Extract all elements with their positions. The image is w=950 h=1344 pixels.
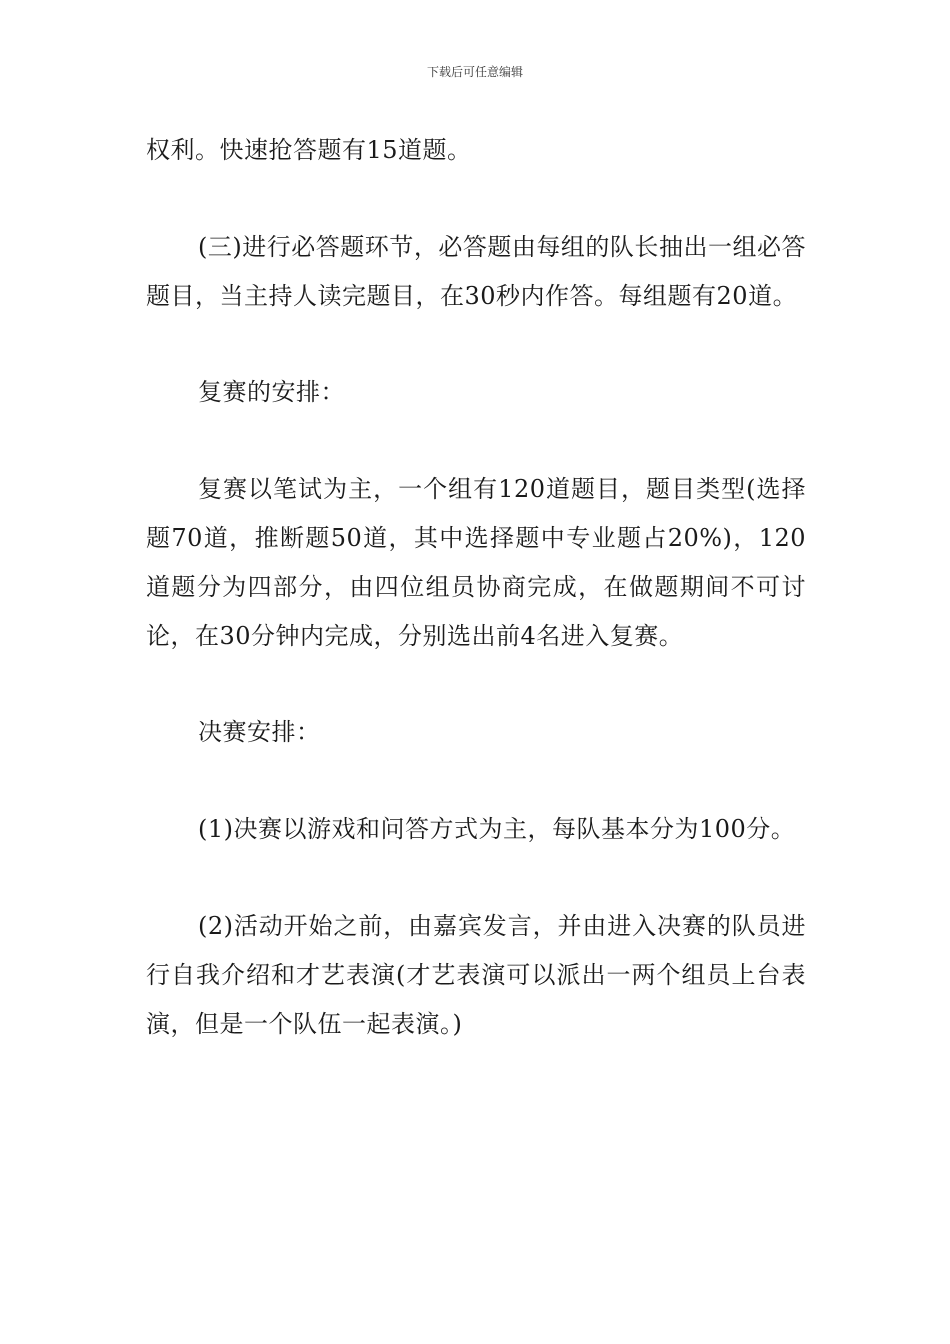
paragraph-required-questions: (三)进行必答题环节，必答题由每组的队长抽出一组必答题目，当主持人读完题目，在30秒内作答。每组题有20道。 bbox=[146, 232, 806, 310]
paragraph-gap bbox=[146, 417, 806, 465]
heading-semifinal: 复赛的安排： bbox=[198, 378, 345, 407]
paragraph-final-rule-2: (2)活动开始之前，由嘉宾发言，并由进入决赛的队员进行自我介绍和才艺表演(才艺表演可以派出一两个组员上台表演，但是一个队伍一起表演。) bbox=[146, 911, 806, 1038]
paragraph-gap bbox=[146, 320, 806, 368]
page-header-note: 下载后可任意编辑 bbox=[426, 65, 523, 79]
paragraph-gap bbox=[146, 175, 806, 223]
paragraph-gap bbox=[146, 854, 806, 902]
paragraph-gap bbox=[146, 660, 806, 708]
document-body bbox=[146, 126, 806, 1048]
paragraph-gap bbox=[146, 757, 806, 805]
paragraph-continuation: 权利。快速抢答题有15道题。 bbox=[146, 136, 472, 164]
heading-final: 决赛安排： bbox=[198, 718, 321, 747]
paragraph-semifinal-details: 复赛以笔试为主，一个组有120道题目，题目类型(选择题70道，推断题50道，其中选择题中专业题占20%)，120道题分为四部分，由四位组员协商完成，在做题期间不可讨论，在30分钟内完成，分别选出前4名进入复赛。 bbox=[146, 475, 806, 650]
paragraph-final-rule-1: (1)决赛以游戏和问答方式为主，每队基本分为100分。 bbox=[198, 815, 796, 844]
